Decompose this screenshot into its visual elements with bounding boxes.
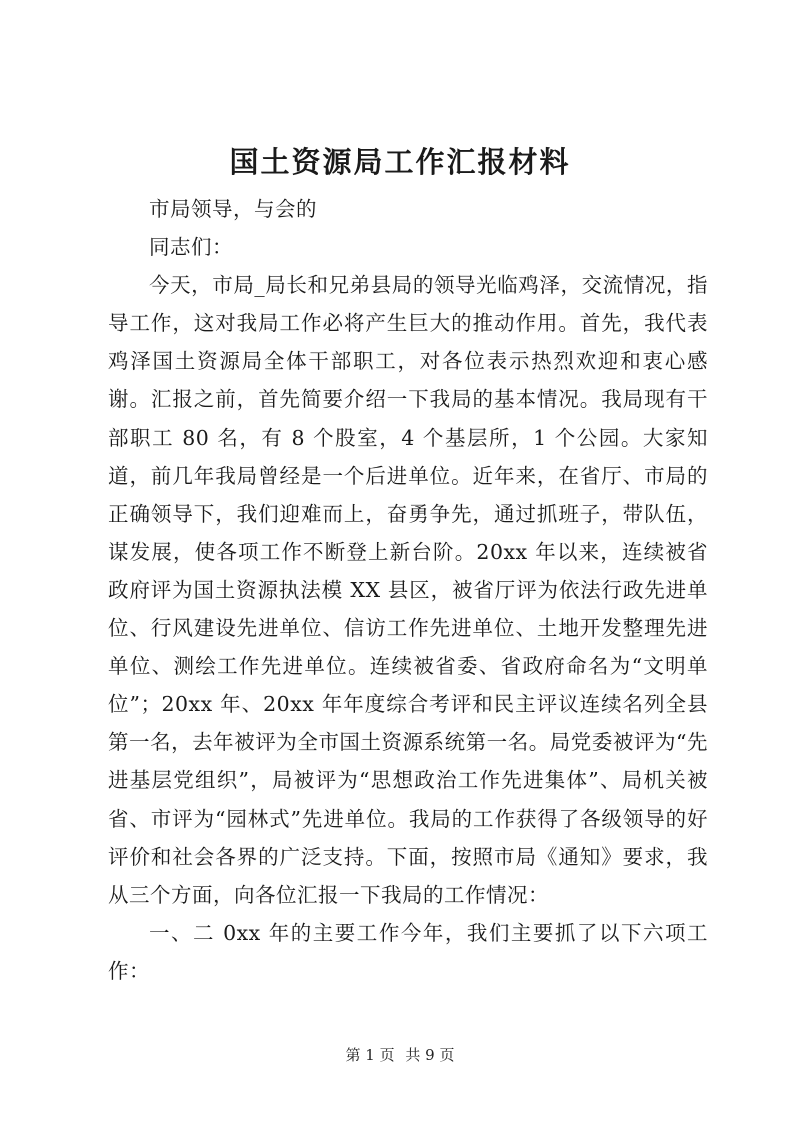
page-number: 第 1 页 <box>345 1046 395 1064</box>
document-body <box>108 190 708 990</box>
section-heading-1: 一、二 0xx 年的主要工作今年，我们主要抓了以下六项工作： <box>108 920 708 983</box>
page-footer <box>0 1044 800 1066</box>
salutation-line-1: 市局领导，与会的 <box>149 197 317 221</box>
document-title: 国土资源局工作汇报材料 <box>229 145 571 179</box>
salutation-line-2: 同志们： <box>149 235 233 260</box>
body-paragraph-intro: 今天，市局_局长和兄弟县局的领导光临鸡泽，交流情况，指导工作，这对我局工作必将产生巨大的推动作用。首先，我代表鸡泽国土资源局全体干部职工，对各位表示热烈欢迎和衷心感谢。汇报之前，首先简要介绍一下我局的基本情况。我局现有干部职工 80 名，有 8 个股室，4 个基层所，1 个公园。大家知道，前几年我局曾经是一个后进单位。近年来，在省厅、市局的正确领导下，我们迎难而上，奋勇争先，通过抓班子，带队伍，谋发展，使各项工作不断登上新台阶。20xx 年以来，连续被省政府评为国土资源执法模 XX 县区，被省厅评为依法行政先进单位、行风建设先进单位、信访工作先进单位、土地开发整理先进单位、测绘工作先进单位。连续被省委、省政府命名为“文明单位”；20xx 年、20xx 年年度综合考评和民主评议连续名列全县第一名，去年被评为全市国土资源系统第一名。局党委被评为“先进基层党组织”，局被评为“思想政治工作先进集体”、局机关被省、市评为“园林式”先进单位。我局的工作获得了各级领导的好评价和社会各界的广泛支持。下面，按照市局《通知》要求，我从三个方面，向各位汇报一下我局的工作情况： <box>108 273 708 907</box>
page-total: 共 9 页 <box>405 1046 455 1064</box>
